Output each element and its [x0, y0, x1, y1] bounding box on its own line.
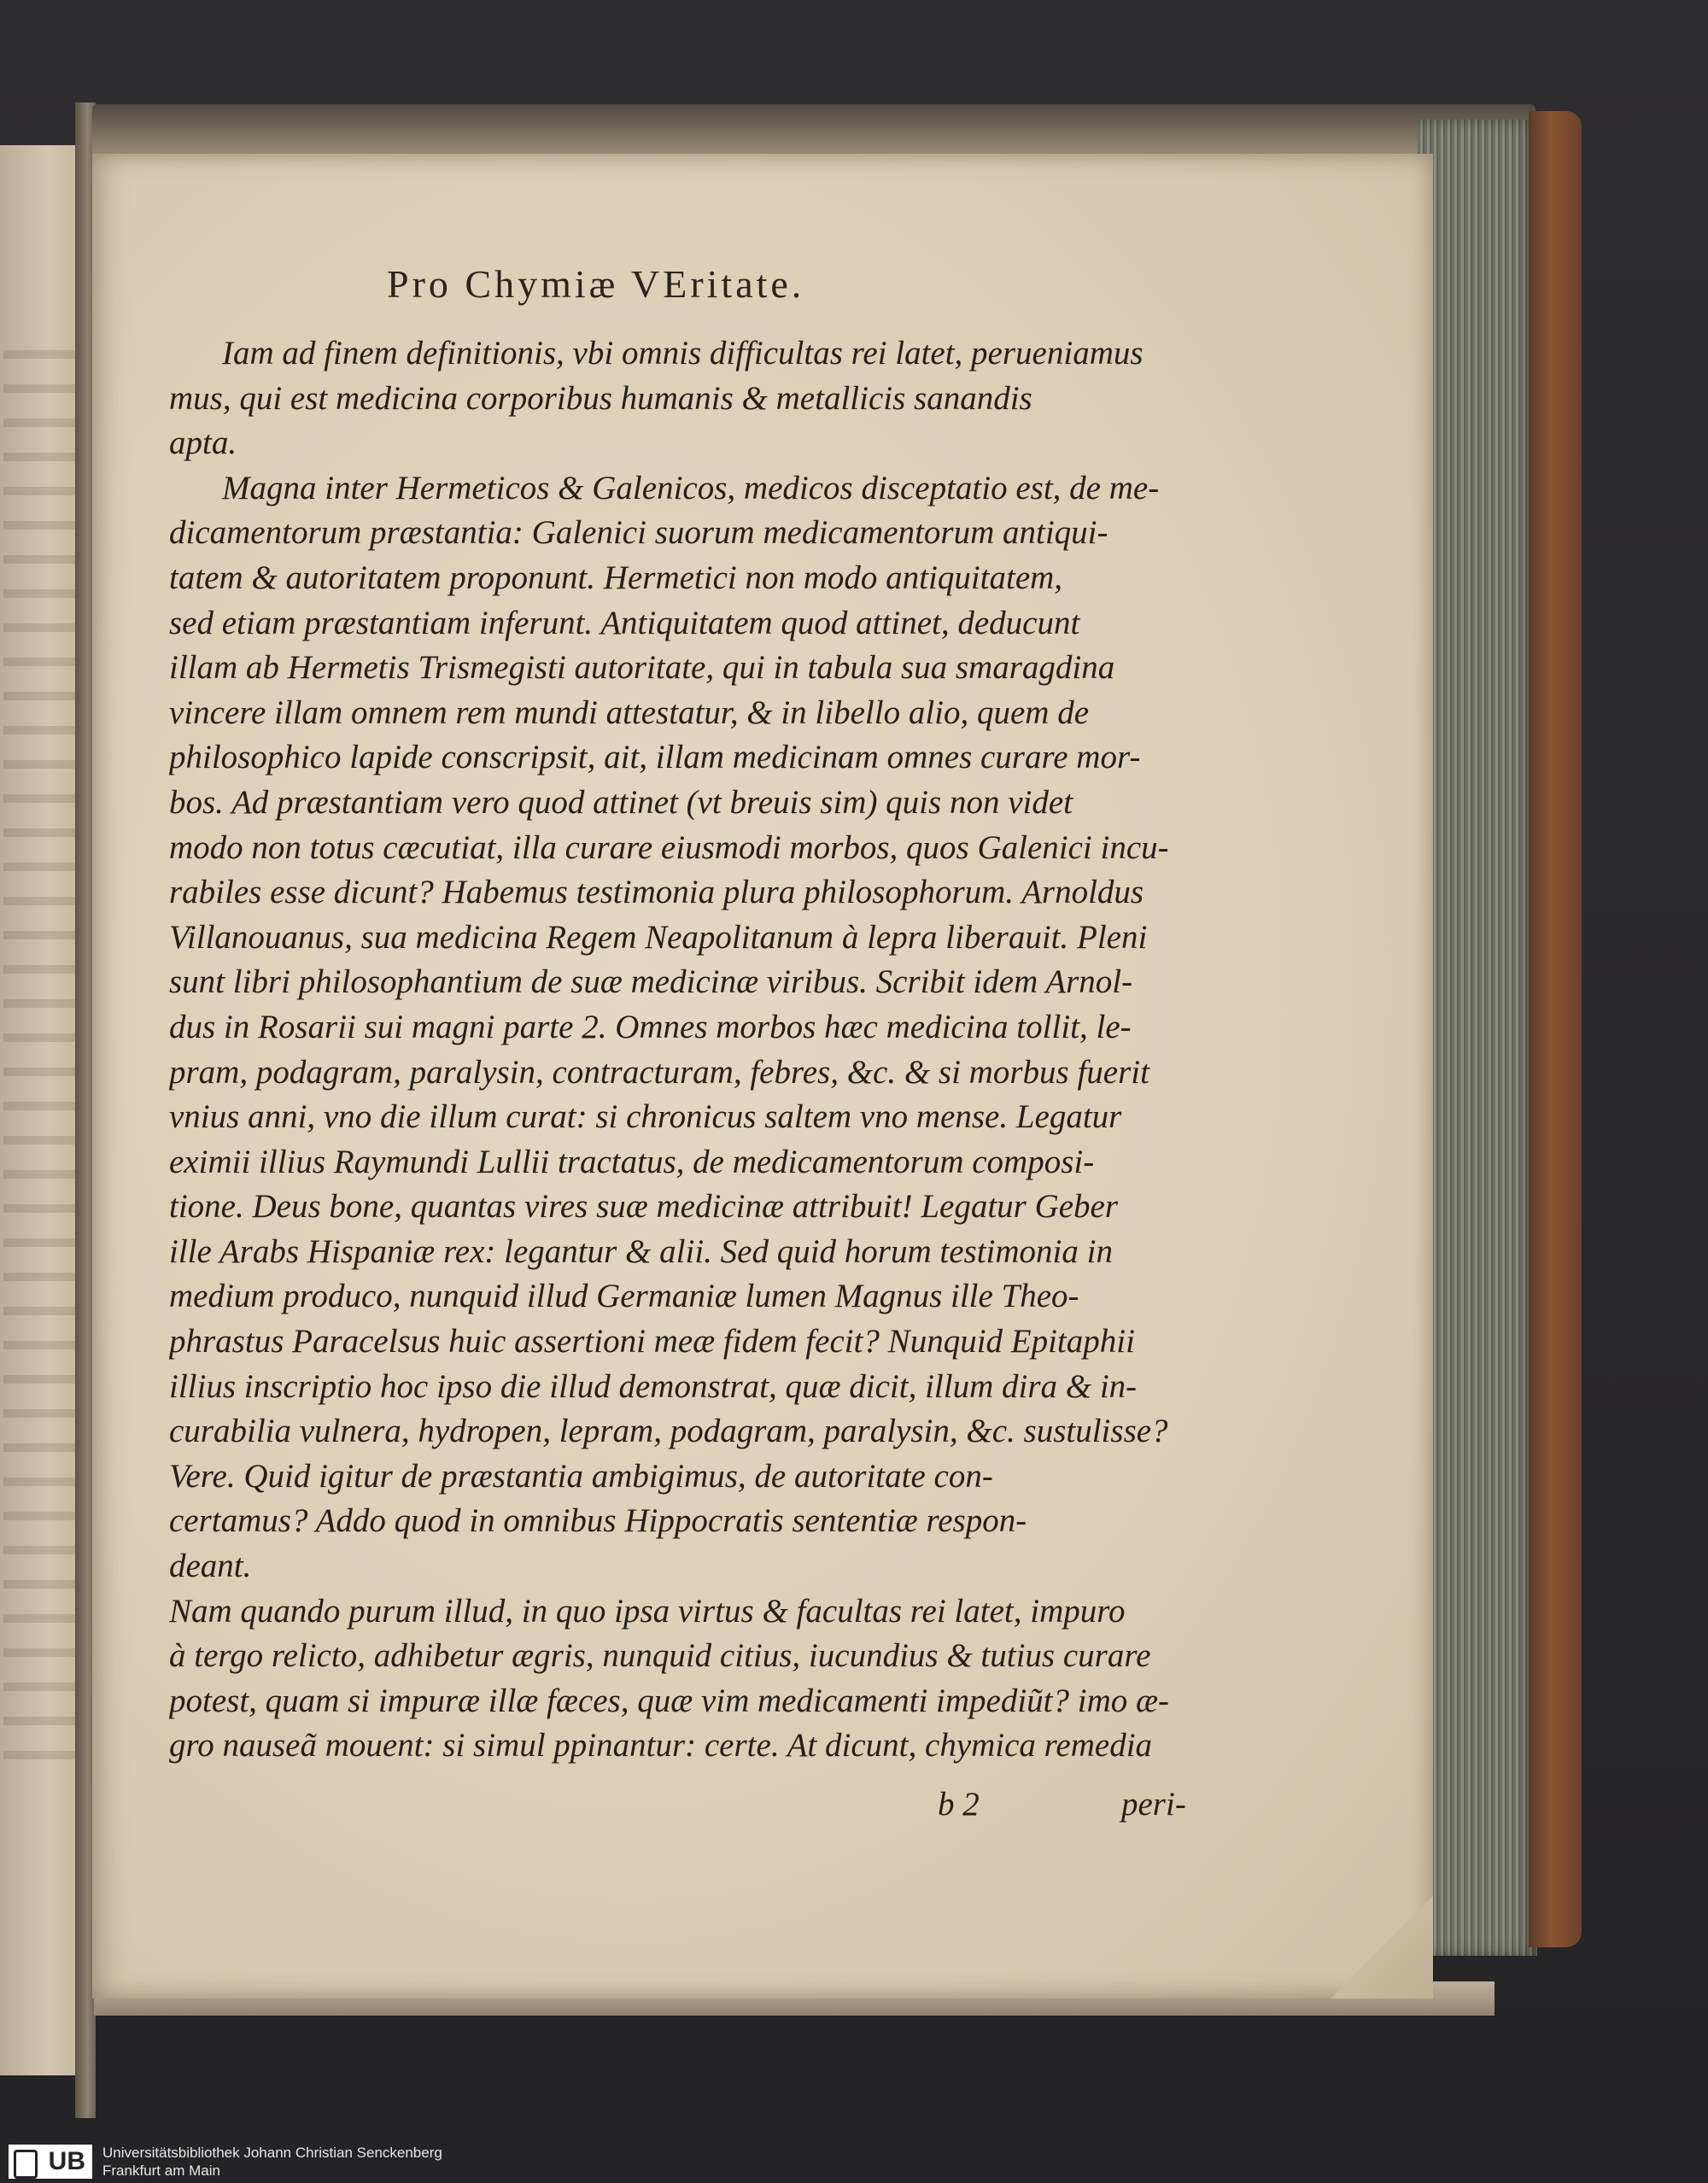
signature-mark: b 2 — [938, 1786, 980, 1823]
catchword: peri- — [1121, 1786, 1186, 1823]
text-line: Vere. Quid igitur de præstantia ambigimus, de autoritate con- — [169, 1457, 993, 1495]
text-line: Iam ad finem definitionis, vbi omnis difficultas rei latet, perueniamus — [222, 335, 1144, 372]
text-line: mus, qui est medicina corporibus humanis & metallicis sanandis — [169, 379, 1032, 417]
text-line: apta. — [169, 424, 237, 462]
text-line: à tergo relicto, adhibetur ægris, nunquid citius, iucundius & tutius curare — [169, 1637, 1151, 1675]
text-line: Villanouanus, sua medicina Regem Neapolitanum à lepra liberauit. Pleni — [169, 918, 1148, 956]
text-line: sed etiam præstantiam inferunt. Antiquitatem quod attinet, deducunt — [169, 604, 1080, 641]
text-line: sunt libri philosophantium de suæ medicinæ viribus. Scribit idem Arnol- — [169, 963, 1133, 1001]
page-footer — [92, 1785, 1433, 1833]
text-line: pram, podagram, paralysin, contracturam, febres, &c. & si morbus fuerit — [169, 1053, 1149, 1091]
text-line: dicamentorum præstantia: Galenici suorum medicamentorum antiqui- — [169, 514, 1108, 552]
text-line: rabiles esse dicunt? Habemus testimonia plura philosophorum. Arnoldus — [169, 874, 1144, 911]
text-line: Nam quando purum illud, in quo ipsa virtus & facultas rei latet, impuro — [169, 1592, 1126, 1630]
text-line: tatem & autoritatem proponunt. Hermetici non modo antiquitatem, — [169, 559, 1063, 596]
body-text — [169, 331, 1296, 1852]
library-credit — [102, 2144, 442, 2180]
library-name: Universitätsbibliothek Johann Christian Senckenberg — [102, 2145, 442, 2161]
text-line: bos. Ad præstantiam vero quod attinet (vt breuis sim) quis non videt — [169, 783, 1073, 821]
left-page-bleed-through — [3, 325, 75, 1776]
text-line: eximii illius Raymundi Lullii tractatus, de medicamentorum composi- — [169, 1143, 1095, 1180]
text-line: curabilia vulnera, hydropen, lepram, podagram, paralysin, &c. sustulisse? — [169, 1413, 1168, 1450]
text-line: gro nauseã mouent: si simul ppinantur: certe. At dicunt, chymica remedia — [169, 1727, 1153, 1765]
text-line: philosophico lapide conscripsit, ait, illam medicinam omnes curare mor- — [169, 739, 1141, 776]
library-logo: UB — [9, 2145, 92, 2179]
text-line: tione. Deus bone, quantas vires suæ medicinæ attribuit! Legatur Geber — [169, 1188, 1119, 1226]
text-line: medium produco, nunquid illud Germaniæ lumen Magnus ille Theo- — [169, 1278, 1079, 1315]
footer-bar — [0, 2140, 1708, 2183]
text-line: vnius anni, vno die illum curat: si chronicus saltem vno mense. Legatur — [169, 1098, 1122, 1136]
library-city: Frankfurt am Main — [102, 2163, 220, 2179]
text-line: vincere illam omnem rem mundi attestatur, & in libello alio, quem de — [169, 694, 1090, 731]
text-line: phrastus Paracelsus huic assertioni meæ fidem fecit? Nunquid Epitaphii — [169, 1323, 1135, 1361]
text-line: illius inscriptio hoc ipso die illud demonstrat, quæ dicit, illum dira & in- — [169, 1367, 1138, 1405]
running-head: Pro Chymiæ VEritate. — [387, 262, 805, 306]
book-page — [92, 154, 1433, 1999]
text-line: ille Arabs Hispaniæ rex: legantur & alii. Sed quid horum testimonia in — [169, 1232, 1113, 1270]
book-cover-edge — [1529, 111, 1582, 1947]
text-line: certamus? Addo quod in omnibus Hippocratis sententiæ respon- — [169, 1502, 1027, 1540]
text-line: deant. — [169, 1548, 252, 1585]
text-line: modo non totus cæcutiat, illa curare eiusmodi morbos, quos Galenici incu- — [169, 828, 1169, 866]
text-line: dus in Rosarii sui magni parte 2. Omnes morbos hæc medicina tollit, le- — [169, 1008, 1132, 1045]
text-line: potest, quam si impuræ illæ fæces, quæ vim medicamenti impediũt? imo æ- — [169, 1682, 1170, 1719]
text-line: Magna inter Hermeticos & Galenicos, medicos disceptatio est, de me- — [222, 469, 1160, 506]
page-corner-fold — [1305, 1896, 1433, 1999]
text-line: illam ab Hermetis Trismegisti autoritate, qui in tabula sua smaragdina — [169, 649, 1115, 687]
book-fore-edge — [1418, 120, 1537, 1956]
